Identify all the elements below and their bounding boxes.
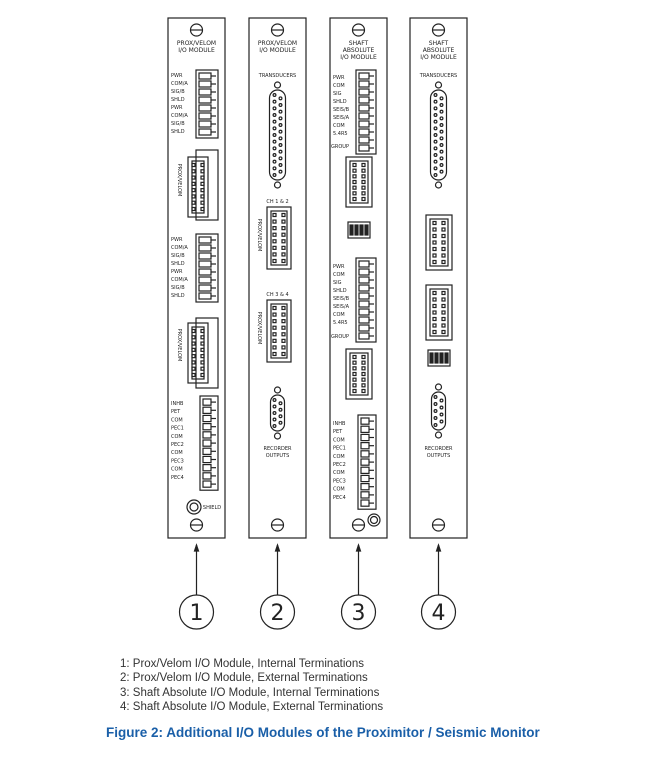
module-title-line: I/O MODULE [259,47,296,54]
terminal-label: SHLD [171,261,185,267]
pin-header-icon [346,157,372,207]
figure-caption: Figure 2: Additional I/O Modules of the Proximitor / Seismic Monitor [106,725,540,740]
terminal-label: COM/A [171,245,188,251]
module-title-line: PROX/VELOM [257,40,298,47]
terminal-label: PWR [171,73,183,79]
module-title-line: SHAFT [348,40,369,47]
screw-icon [353,519,365,531]
shield-connector-icon [368,514,380,526]
legend-item-1: 1: Prox/Velom I/O Module, Internal Terminations [120,658,364,670]
pin-header-icon [188,323,208,383]
terminal-label: SEIS/B [333,296,350,302]
terminal-label: COM [333,272,345,278]
terminal-block-icon [356,70,376,154]
pin-header-icon [426,215,452,270]
legend-item-3: 3: Shaft Absolute I/O Module, Internal Terminations [120,686,380,699]
terminal-label: COM [333,312,345,318]
callout-number: 4 [431,601,446,626]
callout-number: 2 [270,601,285,626]
recorder-label: RECORDER [424,446,453,452]
terminal-label: PEC2 [171,442,184,448]
terminal-label: PEC4 [333,494,346,501]
terminal-label: SHLD [333,288,347,294]
terminal-block-icon [358,415,376,509]
side-label: PROX/VELOM [256,311,262,345]
terminal-label: SEIS/A [333,304,350,310]
module-title-line: I/O MODULE [420,54,457,61]
terminal-label: COM [171,433,183,440]
legend-item-4: 4: Shaft Absolute I/O Module, External Terminations [120,701,384,714]
terminal-label: SHLD [171,129,185,135]
terminal-label: PET [171,409,181,416]
module-2-details [256,73,296,459]
group-label: GROUP [331,144,349,150]
module-title-line: ABSOLUTE [342,47,375,54]
dip-switch-icon [428,350,450,366]
terminal-label: COM [333,453,345,460]
channel-label: CH 3 & 4 [266,292,289,298]
recorder-label: RECORDER [263,446,292,452]
legend-list [120,657,383,715]
dip-switch-icon [348,222,370,238]
callout-4 [422,545,456,629]
terminal-label: SIG/B [171,121,185,127]
screw-icon [191,24,203,36]
callout-number: 1 [189,601,204,626]
shield-connector-icon [187,500,201,514]
terminal-label: SIG/B [171,253,185,259]
group-label: GROUP [331,334,349,340]
recorder-label: OUTPUTS [426,453,451,459]
terminal-label: SHLD [171,97,185,103]
panel-outline [249,18,306,538]
terminal-label: PEC1 [333,445,346,452]
d-sub-connector-icon [431,82,447,188]
screw-icon [433,519,445,531]
terminal-label: SHLD [171,293,185,299]
terminal-label: COM [333,437,345,444]
terminal-label: PEC4 [171,474,184,481]
panel-outline [410,18,467,538]
d-sub-connector-icon [270,82,286,188]
module-title-line: ABSOLUTE [422,47,455,54]
side-label: PROX/VELOM [176,328,182,362]
terminal-label: PWR [171,105,183,111]
module-title-line: I/O MODULE [340,54,377,61]
terminal-label: COM [333,83,345,89]
terminal-label: PWR [333,75,345,81]
terminal-label: PEC3 [333,478,346,485]
terminal-label: COM [333,123,345,129]
module-title-line: SHAFT [428,40,449,47]
side-label: PROX/VELOM [176,163,182,197]
module-panel-4 [410,18,467,629]
screw-icon [191,519,203,531]
terminal-label: SIG [333,91,342,97]
pin-header-icon [267,300,291,362]
callout-3 [342,545,376,629]
d-sub-connector-icon [271,387,285,439]
module-title-line: I/O MODULE [178,47,215,54]
module-3-details [331,70,380,526]
terminal-block-icon [200,396,218,490]
terminal-label: SEIS/B [333,107,350,113]
terminal-label: SIG/B [171,285,185,291]
side-label: PROX/VELOM [256,218,262,252]
callout-number: 3 [351,601,366,626]
screw-icon [433,24,445,36]
terminal-label: PWR [333,264,345,270]
terminal-label: PWR [171,237,183,243]
screw-icon [272,519,284,531]
pin-header-icon [426,285,452,340]
terminal-label: PEC1 [171,425,184,432]
terminal-label: INHB [171,401,184,407]
channel-label: CH 1 & 2 [266,199,289,205]
terminal-label: COM [171,417,183,424]
terminal-label: SHLD [333,99,347,105]
terminal-label: COM/A [171,277,188,283]
terminal-block-icon [196,234,218,302]
transducers-label: TRANSDUCERS [419,73,458,79]
terminal-label: 5.4R5 [333,131,348,137]
terminal-label: PET [333,429,343,436]
terminal-label: 5.4R5 [333,320,348,326]
screw-icon [353,24,365,36]
shield-label: SHIELD [202,505,222,511]
pin-header-icon [346,349,372,399]
terminal-label: PEC2 [333,462,346,468]
terminal-label: SEIS/A [333,115,350,121]
terminal-label: SIG/B [171,89,185,95]
transducers-label: TRANSDUCERS [258,73,297,79]
module-4-details [419,73,457,459]
terminal-label: COM [171,466,183,473]
terminal-label: SIG [333,280,342,286]
terminal-label: COM [333,486,345,493]
terminal-label: COM/A [171,81,188,87]
terminal-block-icon [196,70,218,138]
terminal-label: INHB [333,421,346,427]
screw-icon [272,24,284,36]
terminal-label: COM [171,450,183,457]
terminal-block-icon [356,258,376,342]
recorder-label: OUTPUTS [265,453,290,459]
terminal-label: COM/A [171,113,188,119]
module-1-details [171,70,221,514]
callout-1 [180,545,214,629]
pin-header-icon [188,157,208,217]
terminal-label: COM [333,470,345,477]
d-sub-connector-icon [432,384,446,438]
callout-2 [261,545,295,629]
terminal-label: PWR [171,269,183,275]
module-title-line: PROX/VELOM [176,40,217,47]
pin-header-icon [267,207,291,269]
legend-item-2: 2: Prox/Velom I/O Module, External Terminations [120,672,368,685]
terminal-label: PEC3 [171,458,184,465]
